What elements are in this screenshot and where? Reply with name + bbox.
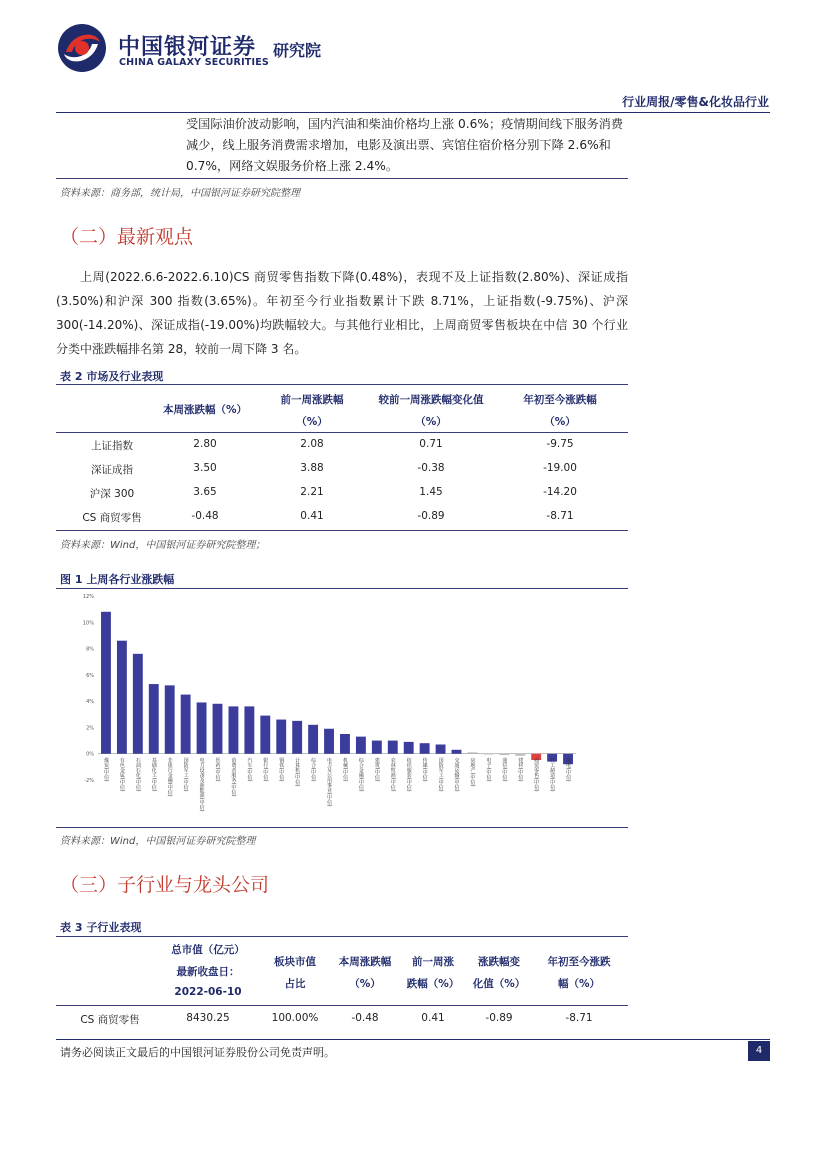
y-tick-label: 10% [82,620,94,627]
table3-header-change-unit: 化值（%） [472,978,526,990]
section-title-latest-view: （二）最新观点 [60,226,194,248]
category-label: 家电(中信) [565,757,572,782]
category-label: 有色金属(中信) [118,757,125,792]
category-label: 煤炭(中信) [102,757,109,782]
bar [515,754,525,756]
category-label: 农林牧渔(中信) [389,757,396,792]
table3-header-prev: 前一周涨 [412,956,454,968]
y-tick-label: 0% [86,751,94,758]
table2-header-change: 较前一周涨跌幅变化值 [378,394,484,406]
table2-header-ytd-unit: （%） [544,416,576,428]
table2-header-week: 本周涨跌幅（%） [162,404,248,416]
table2-cell-prev: 2.21 [300,486,324,498]
category-label: 商贸零售(中信) [533,757,540,792]
table2-top-rule [56,384,628,385]
table2-cell-ytd: -8.71 [546,510,574,522]
figure1-source: 资料来源：Wind，中国银河证券研究院整理 [60,836,256,847]
table3-header-prev-unit: 跌幅（%） [406,978,460,990]
bar [372,741,382,754]
category-label: 机械(中信) [341,757,348,782]
category-label: 综合(中信) [310,757,317,782]
table2-header-ytd: 年初至今涨跌幅 [523,394,597,406]
footer-disclaimer: 请务必阅读正文最后的中国银河证券股份公司免责声明。 [60,1046,335,1059]
table3-header-share-2: 占比 [284,978,306,990]
category-label: 计算机(中信) [294,757,301,787]
bar [356,737,366,754]
bar [149,684,159,754]
table3-cell-week: -0.48 [351,1012,379,1024]
category-label: 建筑(中信) [373,757,380,782]
table2-cell-week: -0.48 [191,510,219,522]
table3-header-mcap-date-label: 最新收盘日： [176,966,240,978]
table2-cell-change: -0.89 [417,510,445,522]
bar [260,716,270,754]
y-tick-label: 12% [82,594,94,600]
table2-cell-name: 上证指数 [91,440,133,452]
category-label: 国防军工(中信) [437,757,444,792]
bar [133,654,143,754]
top-box-rule [56,178,628,179]
table3-header-rule [56,1005,628,1006]
table2-header-change-unit: （%） [415,416,447,428]
category-label: 电力设备及新能源(中信) [198,757,205,812]
table2-source: 资料来源：Wind，中国银河证券研究院整理； [60,540,266,551]
y-tick-label: -2% [84,778,94,784]
table3-header-week-unit: （%） [349,978,381,990]
table2-cell-week: 3.65 [193,486,217,498]
category-label: 纺织服装(中信) [405,757,412,792]
table2-cell-change: -0.38 [417,462,445,474]
category-label: 通信(中信) [501,757,508,782]
top-box-text: 受国际油价波动影响，国内汽油和柴油价格均上涨 0.6%；疫情期间线下服务消费减少，线上服务消费需求增加，电影及演出票、宾馆住宿价格分别下降 2.6%和 0.7%，网络文娱服务价格上涨 2.4%。 [186,117,624,173]
table2-cell-name: 沪深 300 [89,488,135,500]
bar [101,612,111,754]
bar [244,706,254,753]
table2-header-prev-unit: （%） [296,416,328,428]
bar [197,702,207,753]
latest-view-paragraph: 上周(2022.6.6-2022.6.10)CS 商贸零售指数下降(0.48%)，表现不及上证指数(2.80%)、深证成指(3.50%)和沪深 300 指数(3.65%)。年初至今行业指数累计下跌 8.71%，上证指数(-9.75%)、沪深 300(-14.20%)、深证成指(-19.00%)均跌幅较大。与其他行业相比，上周商贸零售板块在中信 30 个行业分类中涨跌幅排名第 28，较前一周下降 3 名。 [56,270,628,356]
bar [483,754,493,755]
bar [276,720,286,754]
header-divider [56,112,770,113]
table2-cell-week: 3.50 [193,462,217,474]
category-label: 汽车(中信) [246,757,253,782]
bar [228,706,238,753]
table2-header-rule [56,432,628,433]
bar [292,721,302,754]
category-label: 国防军工(中信) [182,757,189,792]
table3-cell-mcap: 8430.25 [186,1012,230,1024]
table3-caption: 表 3 子行业表现 [60,921,142,934]
table2-caption: 表 2 市场及行业表现 [60,370,164,383]
category-label: 银行(中信) [262,757,269,782]
y-tick-label: 8% [86,646,94,653]
bar [499,754,509,755]
category-label: 基础化工(中信) [150,757,157,792]
table2-cell-name: 深证成指 [91,464,133,476]
bar [340,734,350,754]
table3-header-change: 涨跌幅变 [478,956,520,968]
table2-cell-prev: 3.88 [300,462,324,474]
table3-header-week: 本周涨跌幅 [338,956,392,968]
figure1-caption: 图 1 上周各行业涨跌幅 [60,573,175,586]
table2-cell-change: 0.71 [419,438,443,450]
bar [420,743,430,754]
table3-header-mcap-date: 2022-06-10 [174,986,242,998]
top-box-source: 资料来源：商务部，统计局，中国银河证券研究院整理 [60,188,300,199]
bar [452,750,462,754]
y-tick-label: 6% [86,672,94,679]
bar [181,695,191,754]
bar [324,729,334,754]
y-tick-label: 2% [86,725,94,732]
table3-header-ytd-unit: 幅（%） [557,978,601,990]
table3-cell-share: 100.00% [271,1012,319,1024]
bar [404,742,414,754]
bar [117,641,127,754]
table2-cell-prev: 2.08 [300,438,324,450]
table3-cell-change: -0.89 [485,1012,513,1024]
category-label: 石油石化(中信) [134,757,141,792]
category-label: 建材(中信) [517,757,524,782]
industry-returns-chart [56,590,628,826]
category-label: 医药(中信) [214,757,221,782]
table3-header-share: 板块市值 [274,956,316,968]
galaxy-logo-icon [56,22,108,74]
table2-cell-week: 2.80 [193,438,217,450]
figure1-bottom-rule [56,827,628,828]
table2-cell-name: CS 商贸零售 [82,512,142,524]
category-label: 房地产(中信) [469,757,476,787]
table3-cell-prev: 0.41 [421,1012,445,1024]
table3-cell-ytd: -8.71 [565,1012,593,1024]
table3-header-mcap: 总市值（亿元） [171,944,245,956]
page-number: 4 [748,1041,770,1061]
report-type: 行业周报/零售&化妆品行业 [622,95,769,109]
table3-top-rule [56,936,628,937]
figure1-top-rule [56,588,628,589]
bar [467,752,477,753]
brand-name-cn: 中国银河证券 [118,35,257,60]
table3-header-ytd: 年初至今涨跌 [547,956,611,968]
category-label: 电子(中信) [485,757,492,782]
bar [388,741,398,754]
category-label: 综合金融(中信) [357,757,364,792]
category-label: 交通运输(中信) [453,757,460,792]
table3-cell-name: CS 商贸零售 [80,1014,140,1026]
category-label: 轻工制造(中信) [549,757,556,792]
y-tick-label: 4% [86,699,94,706]
table2-bottom-rule [56,530,628,531]
category-label: 非银行金融(中信) [166,757,173,797]
table2-cell-ytd: -14.20 [543,486,577,498]
table2-header-prev: 前一周涨跌幅 [280,394,344,406]
table2-cell-ytd: -9.75 [546,438,574,450]
footer-divider [56,1039,770,1040]
category-label: 电力及公用事业(中信) [326,757,333,807]
category-label: 消费者服务(中信) [230,757,237,797]
table2-cell-change: 1.45 [419,486,443,498]
bar [308,725,318,754]
table2-cell-prev: 0.41 [300,510,324,522]
table2-cell-ytd: -19.00 [543,462,577,474]
category-label: 钢铁(中信) [278,757,285,782]
bar [213,704,223,754]
bar [436,745,446,754]
section-title-sub-industry: （三）子行业与龙头公司 [60,874,270,896]
brand-name-en: CHINA GALAXY SECURITIES [119,57,269,68]
brand-institute: 研究院 [273,41,322,60]
category-label: 传媒(中信) [421,757,428,782]
bar [165,685,175,753]
